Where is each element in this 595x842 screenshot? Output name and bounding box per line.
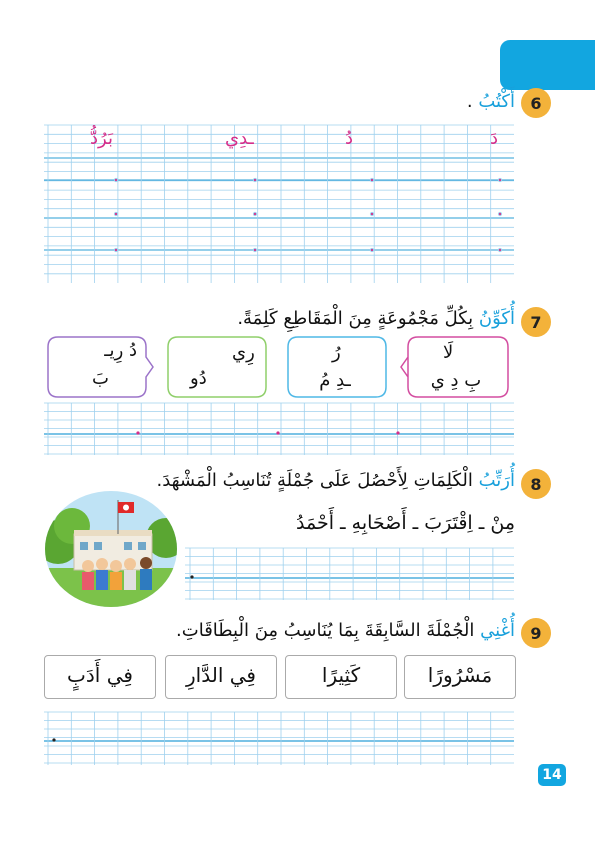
exercise-8-lines <box>185 548 514 600</box>
exercise-9-badge: 9 <box>521 618 551 648</box>
word-card-2-text: كَثِيرًا <box>321 663 361 687</box>
exercise-7-instruction <box>237 308 515 329</box>
model-letter-4: بَرُدُّ <box>90 128 113 149</box>
exercise-9-lines <box>44 712 514 765</box>
model-letter-2: دُ <box>345 128 354 149</box>
group-4-bottom: بَ <box>92 368 109 389</box>
guide-dot <box>114 178 117 181</box>
exercise-6-instruction-rest: . <box>466 91 479 112</box>
exercise-8-badge: 8 <box>521 469 551 499</box>
guide-dot <box>498 212 501 215</box>
exercise-8-instruction <box>156 470 515 491</box>
word-card-4-text: فِي أَدَبٍ <box>67 663 133 687</box>
exercise-7-badge: 7 <box>521 307 551 337</box>
guide-dot <box>114 212 117 215</box>
group-2-bottom: ـدِ مُ <box>319 370 351 391</box>
word-card-3 <box>165 655 277 699</box>
exercise-9-keyword: أُغْنِي <box>480 620 515 641</box>
exercise-7-keyword: أُكَوِّنُ <box>478 308 515 329</box>
exercise-6-grid <box>44 125 514 283</box>
guide-dot <box>253 248 256 251</box>
guide-dot <box>136 431 139 434</box>
exercise-8-instruction-rest: الْكَلِمَاتِ لِأَحْصُلَ عَلَى جُمْلَةٍ تُنَاسِبُ الْمَشْهَدَ. <box>156 470 479 491</box>
word-card-3-text: فِي الدَّارِ <box>186 663 256 687</box>
guide-dot <box>370 212 373 215</box>
school-scene-illustration <box>44 490 178 608</box>
exercise-9-instruction <box>176 620 515 641</box>
group-2-top: رُ <box>332 342 341 363</box>
exercise-6-keyword: أَكْتُبُ <box>478 91 515 112</box>
word-card-4 <box>44 655 156 699</box>
exercise-7-lines <box>44 403 514 455</box>
model-letter-3: ـدِي <box>225 128 254 149</box>
guide-dot <box>498 248 501 251</box>
guide-dot <box>253 178 256 181</box>
group-3-bottom: دُو <box>190 368 207 389</box>
guide-dot <box>253 212 256 215</box>
group-1-top: لَا <box>443 342 454 363</box>
exercise-7-instruction-rest: بِكُلِّ مَجْمُوعَةٍ مِنَ الْمَقَاطِعِ كَلِمَةً. <box>237 308 479 329</box>
exercise-9-instruction-rest: الْجُمْلَةَ السَّابِقَةَ بِمَا يُنَاسِبُ مِنَ الْبِطَاقَاتِ. <box>176 620 481 641</box>
word-card-1-text: مَسْرُورًا <box>427 663 493 687</box>
exercise-8-keyword: أُرَتِّبُ <box>478 470 515 491</box>
guide-dot <box>396 431 399 434</box>
guide-dot <box>498 178 501 181</box>
word-card-1 <box>404 655 516 699</box>
page-number: 14 <box>538 764 566 786</box>
scrambled-words: مِنْ ـ اِقْتَرَبَ ـ أَصْحَابِهِ ـ أَحْمَدُ <box>296 512 515 534</box>
group-3-top: رِي <box>232 342 255 363</box>
guide-dot <box>52 738 55 741</box>
guide-dot <box>114 248 117 251</box>
model-letter-1: دَ <box>490 128 499 149</box>
group-1-bottom: بِ دِ ي <box>430 370 482 391</box>
word-card-2 <box>285 655 397 699</box>
group-4-top: دُ رِيـ <box>104 340 137 361</box>
guide-dot <box>276 431 279 434</box>
guide-dot <box>370 178 373 181</box>
exercise-6-badge: 6 <box>521 88 551 118</box>
guide-dot <box>370 248 373 251</box>
guide-dot <box>190 575 193 578</box>
